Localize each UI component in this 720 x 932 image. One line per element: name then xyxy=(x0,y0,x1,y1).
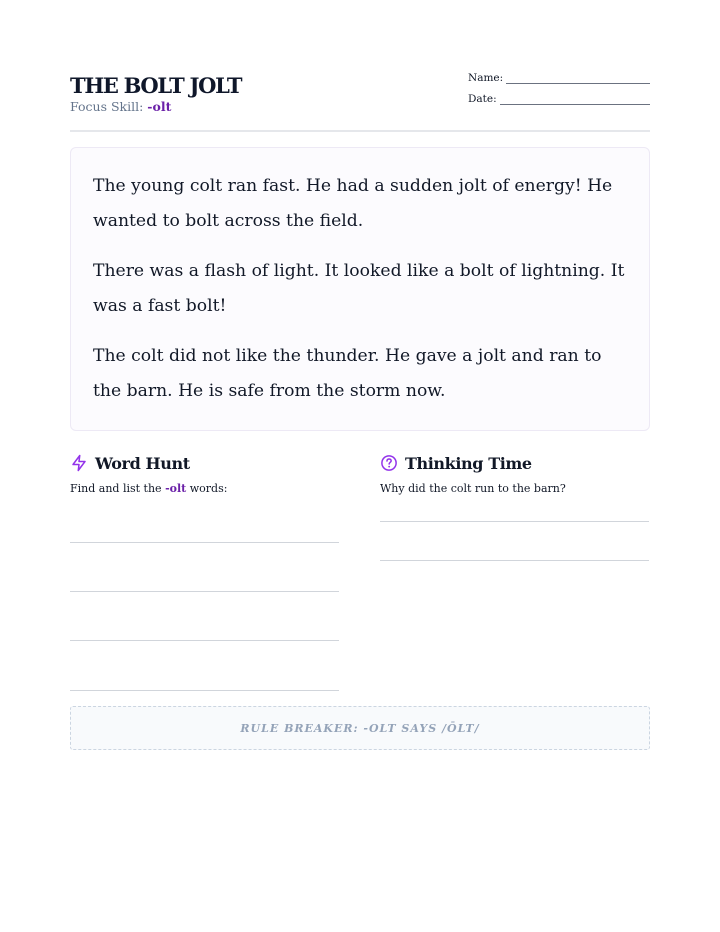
thinking-time-section xyxy=(380,452,649,495)
word-hunt-prompt-suffix: words: xyxy=(189,482,228,495)
focus-skill-value: -olt xyxy=(147,99,172,114)
date-line[interactable] xyxy=(500,94,650,105)
thinking-time-header xyxy=(380,452,649,474)
focus-skill xyxy=(70,99,171,114)
name-line[interactable] xyxy=(506,73,650,84)
name-row xyxy=(468,70,650,84)
word-hunt-title: Word Hunt xyxy=(95,453,190,473)
answer-line[interactable] xyxy=(70,591,339,592)
answer-line[interactable] xyxy=(70,542,339,543)
lightning-icon xyxy=(70,454,88,472)
answer-line[interactable] xyxy=(70,640,339,641)
question-circle-icon xyxy=(380,454,398,472)
word-hunt-section xyxy=(70,452,339,495)
focus-skill-label: Focus Skill: xyxy=(70,99,144,114)
thinking-time-title: Thinking Time xyxy=(405,453,532,473)
answer-line[interactable] xyxy=(380,521,649,522)
word-hunt-header xyxy=(70,452,339,474)
word-hunt-prompt-skill: -olt xyxy=(165,482,187,495)
story-box xyxy=(70,147,650,431)
name-label: Name: xyxy=(468,72,504,84)
date-row xyxy=(468,91,650,105)
word-hunt-prompt-text: Find and list the xyxy=(70,482,162,495)
student-info xyxy=(468,70,650,112)
thinking-time-prompt: Why did the colt run to the barn? xyxy=(380,482,566,495)
date-label: Date: xyxy=(468,93,497,105)
header-divider xyxy=(70,130,650,132)
rule-breaker-box xyxy=(70,706,650,750)
story-paragraph: The young colt ran fast. He had a sudden jolt of energy! He wanted to bolt across the field. xyxy=(93,176,613,231)
answer-line[interactable] xyxy=(70,690,339,691)
story-paragraph: The colt did not like the thunder. He gave a jolt and ran to the barn. He is safe from the storm now. xyxy=(93,346,602,401)
page-title: THE BOLT JOLT xyxy=(70,73,242,98)
answer-line[interactable] xyxy=(380,560,649,561)
word-hunt-prompt xyxy=(70,482,339,495)
story-paragraph: There was a flash of light. It looked like a bolt of lightning. It was a fast bolt! xyxy=(93,261,625,316)
rule-breaker-text: RULE BREAKER: -OLT SAYS /ŌLT/ xyxy=(240,721,480,735)
worksheet-page xyxy=(70,0,650,932)
